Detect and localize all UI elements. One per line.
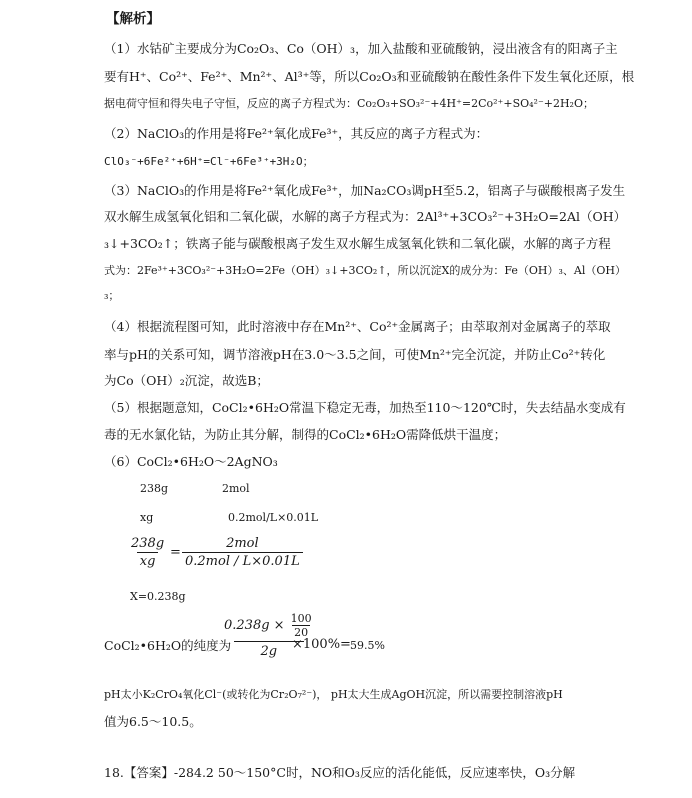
inner-fraction bbox=[289, 612, 314, 639]
p5-line-1: （5）根据题意知，CoCl₂•6H₂O常温下稳定无毒，加热至110～120℃时，失去结晶水变成有 bbox=[104, 400, 626, 415]
fraction-numerator: 238g bbox=[131, 536, 165, 551]
p3-line-5: ₃； bbox=[104, 289, 120, 302]
x-result: X=0.238g bbox=[130, 590, 186, 603]
inner-denominator: 20 bbox=[294, 626, 309, 639]
fraction-238g-over-xg bbox=[128, 536, 167, 569]
purity-value: 59.5% bbox=[350, 639, 385, 652]
p6-title: （6）CoCl₂•6H₂O～2AgNO₃ bbox=[104, 454, 278, 469]
p3-line-1: （3）NaClO₃的作用是将Fe²⁺氧化成Fe³⁺，加Na₂CO₃调pH至5.2，铝离子与碳酸根离子发生 bbox=[104, 183, 626, 198]
equals-sign: = bbox=[170, 545, 181, 560]
q18-answer: 18.【答案】-284.2 50～150°C时，NO和O₃反应的活化能低，反应速率快，O₃分解 bbox=[104, 765, 576, 780]
p2-line-1: （2）NaClO₃的作用是将Fe²⁺氧化成Fe³⁺，其反应的离子方程式为： bbox=[104, 126, 489, 141]
p4-line-2: 率与pH的关系可知，调节溶液pH在3.0～3.5之间，可使Mn²⁺完全沉淀，并防止Co²⁺转化 bbox=[104, 347, 606, 362]
ph-line-1: pH太小K₂CrO₄氧化Cl⁻(或转化为Cr₂O₇²⁻)， pH太大生成AgOH沉淀，所以需要控制溶液pH bbox=[104, 688, 563, 701]
fraction-numerator: 2mol bbox=[226, 536, 259, 551]
p5-line-2: 毒的无水氯化钴，为防止其分解，制得的CoCl₂•6H₂O需降低烘干温度； bbox=[104, 427, 507, 442]
p1-line-3: 据电荷守恒和得失电子守恒，反应的离子方程式为：Co₂O₃+SO₃²⁻+4H⁺=2Co²⁺+SO₄²⁻+2H₂O； bbox=[104, 97, 594, 110]
fraction-2mol-over-conc bbox=[182, 536, 303, 569]
ph-line-2: 值为6.5～10.5。 bbox=[104, 714, 202, 729]
section-heading: 【解析】 bbox=[106, 11, 160, 27]
fraction-denominator: 0.2mol / L×0.01L bbox=[182, 552, 303, 569]
inner-numerator: 100 bbox=[290, 612, 312, 625]
p4-line-3: 为Co（OH）₂沉淀，故选B； bbox=[104, 373, 269, 388]
ratio-mol-2mol: 2mol bbox=[222, 482, 250, 495]
purity-denominator: 2g bbox=[234, 641, 304, 659]
purity-numerator-mass: 0.238g × bbox=[224, 618, 285, 633]
p3-line-2: 双水解生成氢氧化铝和二氧化碳，水解的离子方程式为：2Al³⁺+3CO₃²⁻+3H₂O=2Al（OH） bbox=[104, 209, 627, 224]
ratio-mass-xg: xg bbox=[140, 511, 154, 524]
purity-tail: ×100%= bbox=[292, 637, 351, 652]
fraction-denominator: xg bbox=[137, 552, 159, 569]
p4-line-1: （4）根据流程图可知，此时溶液中存在Mn²⁺、Co²⁺金属离子；由萃取剂对金属离子的萃取 bbox=[104, 319, 611, 334]
p1-line-1: （1）水钴矿主要成分为Co₂O₃、Co（OH）₃，加入盐酸和亚硫酸钠，浸出液含有的阳离子主 bbox=[104, 41, 618, 56]
purity-label: CoCl₂•6H₂O的纯度为 bbox=[104, 638, 232, 653]
p2-line-2: ClO₃⁻+6Fe²⁺+6H⁺=Cl⁻+6Fe³⁺+3H₂O； bbox=[104, 155, 314, 168]
ratio-mass-238g: 238g bbox=[140, 482, 169, 495]
ratio-mol-expression: 0.2mol/L×0.01L bbox=[228, 511, 319, 524]
p3-line-3: ₃↓+3CO₂↑；铁离子能与碳酸根离子发生双水解生成氢氧化铁和二氧化碳，水解的离子方程 bbox=[104, 236, 611, 251]
p1-line-2: 要有H⁺、Co²⁺、Fe²⁺、Mn²⁺、Al³⁺等，所以Co₂O₃和亚硫酸钠在酸性条件下发生氧化还原，根 bbox=[104, 69, 635, 84]
p3-line-4: 式为：2Fe³⁺+3CO₃²⁻+3H₂O=2Fe（OH）₃↓+3CO₂↑，所以沉淀X的成分为：Fe（OH）₃、Al（OH） bbox=[104, 264, 626, 277]
